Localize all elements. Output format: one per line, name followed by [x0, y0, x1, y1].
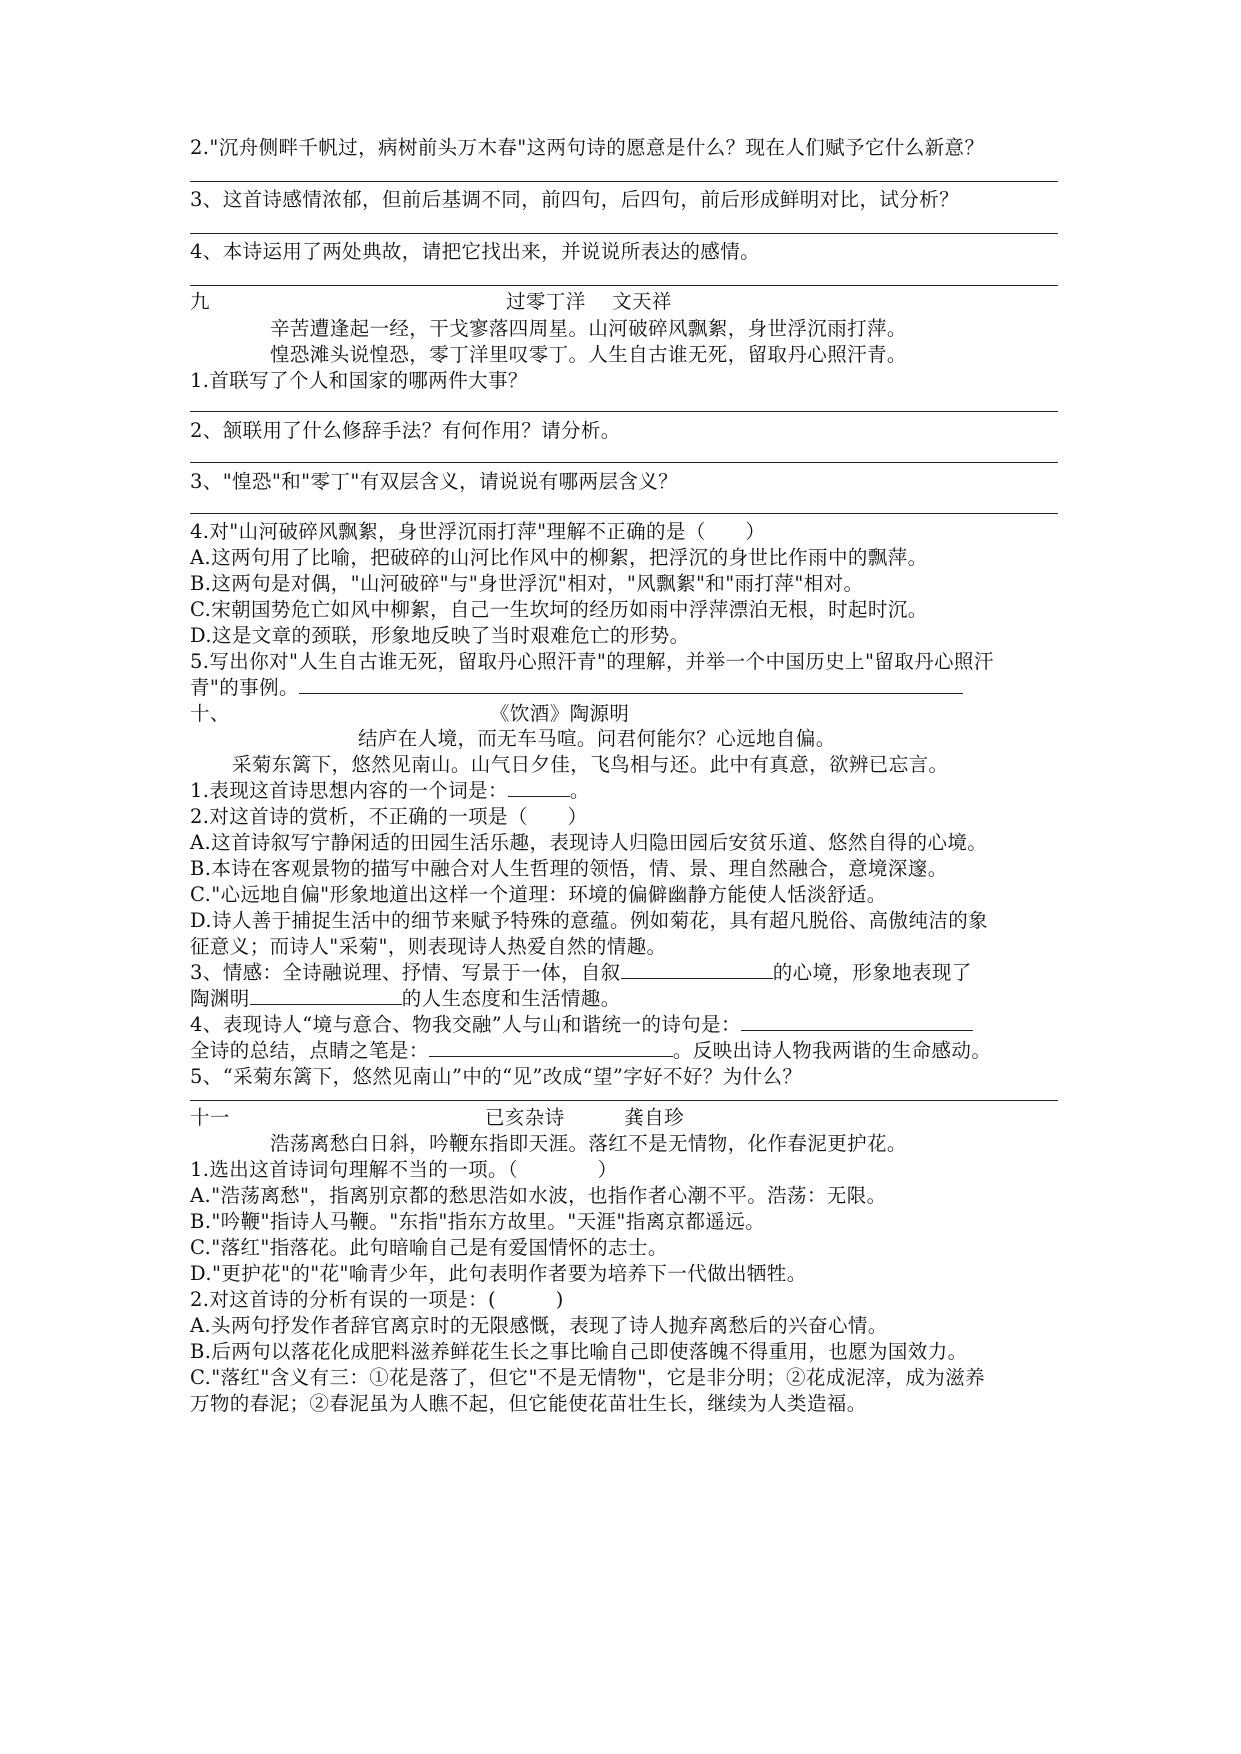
answer-line [190, 285, 1058, 286]
question-8-2: 2."沉舟侧畔千帆过，病树前头万木春"这两句诗的愿意是什么？现在人们赋予它什么新意？ [190, 136, 985, 159]
answer-line [190, 462, 1058, 463]
section-9-title: 过零丁洋 文天祥 [506, 290, 672, 313]
answer-line [190, 181, 1058, 182]
section-11-number: 十一 [190, 1106, 230, 1129]
option-10-2-d-line-1: D.诗人善于捕捉生活中的细节来赋予特殊的意蕴。例如菊花，具有超凡脱俗、高傲纯洁的象 [190, 909, 989, 932]
poem-11: 浩荡离愁白日斜，吟鞭东指即天涯。落红不是无情物，化作春泥更护花。 [270, 1132, 907, 1155]
question-11-1: 1.选出这首诗词句理解不当的一项。（ ） [190, 1158, 618, 1181]
question-8-3: 3、这首诗感情浓郁，但前后基调不同，前四句，后四句，前后形成鲜明对比，试分析？ [190, 188, 960, 211]
section-10-title: 《饮酒》陶源明 [490, 702, 630, 725]
answer-blank [299, 675, 963, 694]
poem-10-line-2: 采菊东篱下，悠然见南山。山气日夕佳，飞鸟相与还。此中有真意，欲辨已忘言。 [232, 753, 949, 776]
answer-line [190, 513, 1058, 514]
question-9-1: 1.首联写了个人和国家的哪两件大事？ [190, 369, 528, 392]
question-10-3-line-1 [190, 959, 1060, 987]
section-9-number: 九 [190, 290, 210, 313]
question-10-1-text: 1.表现这首诗思想内容的一个词是： [190, 779, 508, 802]
option-10-2-b: B.本诗在客观景物的描写中融合对人生哲理的领悟，情、景、理自然融合，意境深邃。 [190, 857, 948, 880]
option-9-4-d: D.这是文章的颈联，形象地反映了当时艰难危亡的形势。 [190, 624, 690, 647]
question-9-5-line-1: 5.写出你对"人生自古谁无死，留取丹心照汗青"的理解，并举一个中国历史上"留取丹心照汗 [190, 650, 994, 673]
option-11-2-c-line-2: 万物的春泥；②春泥虽为人瞧不起，但它能使花苗壮生长，继续为人类造福。 [190, 1392, 867, 1415]
question-10-5: 5、“采菊东篱下，悠然见南山”中的“见”改成“望”字好不好？为什么？ [190, 1065, 803, 1088]
answer-blank [250, 986, 402, 1005]
question-9-5-line-2 [190, 674, 1060, 702]
answer-blank [429, 1038, 673, 1057]
option-9-4-b: B.这两句是对偶，"山河破碎"与"身世浮沉"相对，"风飘絮"和"雨打萍"相对。 [190, 572, 864, 595]
question-10-1-end: 。 [569, 779, 590, 802]
answer-line [190, 1100, 1058, 1101]
question-10-4-text-2: 全诗的总结，点睛之笔是： [190, 1039, 429, 1062]
question-9-4: 4.对"山河破碎风飘絮，身世浮沉雨打萍"理解不正确的是（ ） [190, 520, 766, 543]
question-11-2: 2.对这首诗的分析有误的一项是：( ) [190, 1288, 564, 1311]
question-9-3: 3、"惶恐"和"零丁"有双层含义，请说说有哪两层含义？ [190, 470, 679, 493]
question-10-3-text-3: 陶渊明 [190, 987, 250, 1010]
question-10-4-text-3: 。反映出诗人物我两谐的生命感动。 [672, 1039, 992, 1062]
answer-line [190, 233, 1058, 234]
option-9-4-c: C.宋朝国势危亡如风中柳絮，自己一生坎坷的经历如雨中浮萍漂泊无根，时起时沉。 [190, 598, 928, 621]
question-10-2: 2.对这首诗的赏析，不正确的一项是（ ） [190, 805, 588, 828]
answer-blank [508, 778, 570, 797]
option-11-2-c-line-1: C."落红"含义有三：①花是落了，但它"不是无情物"，它是非分明；②花成泥滓，成为滋养 [190, 1366, 986, 1389]
option-11-1-a: A."浩荡离愁"，指离别京都的愁思浩如水波，也指作者心潮不平。浩荡：无限。 [190, 1184, 887, 1207]
option-11-1-c: C."落红"指落花。此句暗喻自己是有爱国情怀的志士。 [190, 1236, 668, 1259]
option-9-4-a: A.这两句用了比喻，把破碎的山河比作风中的柳絮，把浮沉的身世比作雨中的飘萍。 [190, 546, 928, 569]
question-10-4-line-1 [190, 1011, 1060, 1039]
answer-blank [621, 960, 773, 979]
question-10-4-line-2 [190, 1037, 1060, 1065]
option-10-2-c: C."心远地自偏"形象地道出这样一个道理：环境的偏僻幽静方能使人恬淡舒适。 [190, 883, 887, 906]
option-11-1-b: B."吟鞭"指诗人马鞭。"东指"指东方故里。"天涯"指离京都遥远。 [190, 1210, 766, 1233]
question-9-5-text: 青"的事例。 [190, 676, 299, 699]
question-10-3-text-2: 的心境，形象地表现了 [772, 961, 972, 984]
poem-9-line-1: 辛苦遭逢起一经，干戈寥落四周星。山河破碎风飘絮，身世浮沉雨打萍。 [270, 317, 907, 340]
option-11-2-b: B.后两句以落花化成肥料滋养鲜花生长之事比喻自己即使落魄不得重用，也愿为国效力。 [190, 1340, 968, 1363]
question-10-3-text: 3、情感：全诗融说理、抒情、写景于一体，自叙 [190, 961, 621, 984]
answer-blank [741, 1012, 973, 1031]
question-9-2: 2、颔联用了什么修辞手法？有何作用？请分析。 [190, 419, 621, 442]
question-10-3-line-2 [190, 985, 1060, 1013]
option-11-1-d: D."更护花"的"花"喻青少年，此句表明作者要为培养下一代做出牺牲。 [190, 1262, 807, 1285]
option-10-2-d-line-2: 征意义；而诗人"采菊"，则表现诗人热爱自然的情趣。 [190, 935, 667, 958]
question-10-4-text: 4、表现诗人“境与意合、物我交融”人与山和谐统一的诗句是： [190, 1013, 741, 1036]
option-11-2-a: A.头两句抒发作者辞官离京时的无限感慨，表现了诗人抛弃离愁后的兴奋心情。 [190, 1314, 888, 1337]
question-10-3-text-4: 的人生态度和生活情趣。 [401, 987, 621, 1010]
section-10-number: 十、 [190, 702, 230, 725]
poem-10-line-1: 结庐在人境，而无车马喧。问君何能尔？心远地自偏。 [358, 727, 836, 750]
answer-line [190, 411, 1058, 412]
section-11-title: 已亥杂诗 龚自珍 [485, 1106, 685, 1129]
poem-9-line-2: 惶恐滩头说惶恐，零丁洋里叹零丁。人生自古谁无死，留取丹心照汗青。 [270, 343, 907, 366]
option-10-2-a: A.这首诗叙写宁静闲适的田园生活乐趣，表现诗人归隐田园后安贫乐道、悠然自得的心境。 [190, 831, 988, 854]
question-8-4: 4、本诗运用了两处典故，请把它找出来，并说说所表达的感情。 [190, 240, 761, 263]
question-10-1 [190, 777, 1060, 805]
